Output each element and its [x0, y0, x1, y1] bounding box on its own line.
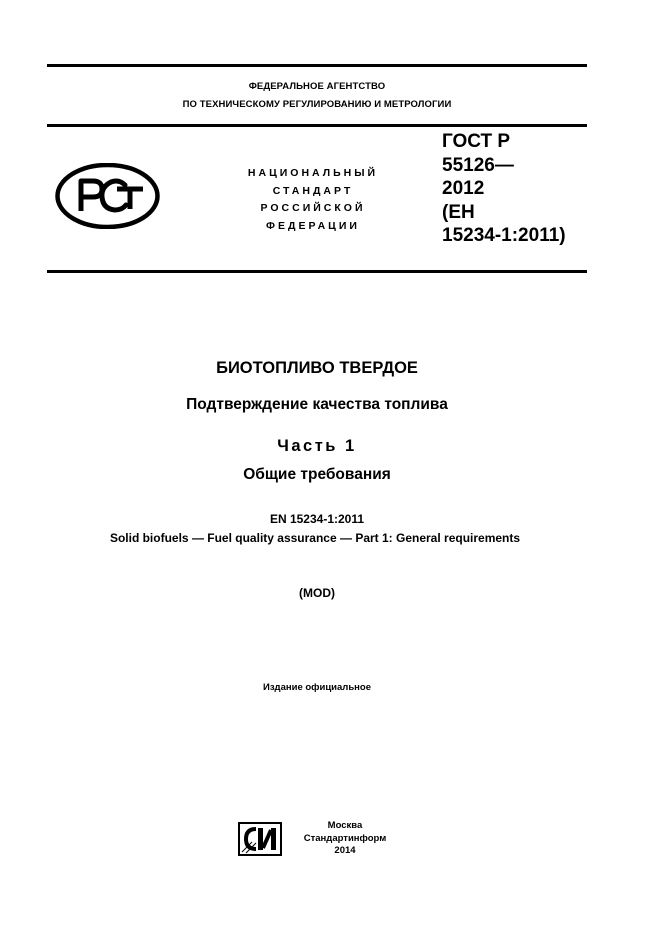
document-title: БИОТОПЛИВО ТВЕРДОЕ	[216, 359, 418, 377]
designation-line-2: 55126—	[442, 154, 514, 176]
national-standard-label	[228, 165, 398, 235]
national-standard-line-3: РОССИЙСКОЙ	[260, 202, 366, 214]
national-standard-line-4: ФЕДЕРАЦИИ	[266, 219, 360, 232]
publisher-city: Москва	[327, 820, 363, 831]
national-standard-line-1: НАЦИОНАЛЬНЫЙ	[247, 167, 379, 179]
standard-designation	[442, 130, 592, 248]
publisher-name: Стандартинформ	[303, 832, 387, 844]
publication-year: 2014	[334, 845, 356, 856]
modification-label: (MOD)	[299, 586, 335, 600]
designation-line-5: 15234-1:2011)	[442, 225, 566, 246]
part-title: Общие требования	[243, 466, 391, 483]
rst-mark-icon	[55, 163, 160, 229]
national-standard-line-2: СТАНДАРТ	[272, 184, 354, 197]
publisher-info	[290, 820, 400, 858]
designation-line-1: ГОСТ Р	[442, 131, 511, 152]
bottom-rule	[47, 270, 587, 273]
agency-line-2: ПО ТЕХНИЧЕСКОМУ РЕГУЛИРОВАНИЮ И МЕТРОЛОГИИ	[182, 99, 452, 110]
middle-rule	[47, 124, 587, 127]
en-standard-title: Solid biofuels — Fuel quality assurance — Part 1: General requirements	[109, 531, 521, 545]
designation-line-4: (ЕН	[442, 201, 475, 223]
part-number: Часть 1	[277, 437, 357, 455]
standartinform-icon	[238, 822, 282, 856]
agency-line-1: ФЕДЕРАЛЬНОЕ АГЕНТСТВО	[248, 81, 386, 92]
top-rule	[47, 64, 587, 67]
document-subtitle: Подтверждение качества топлива	[186, 396, 448, 413]
en-standard-number: EN 15234-1:2011	[269, 512, 365, 526]
edition-label: Издание официальное	[263, 682, 371, 693]
designation-line-3: 2012	[442, 178, 485, 199]
